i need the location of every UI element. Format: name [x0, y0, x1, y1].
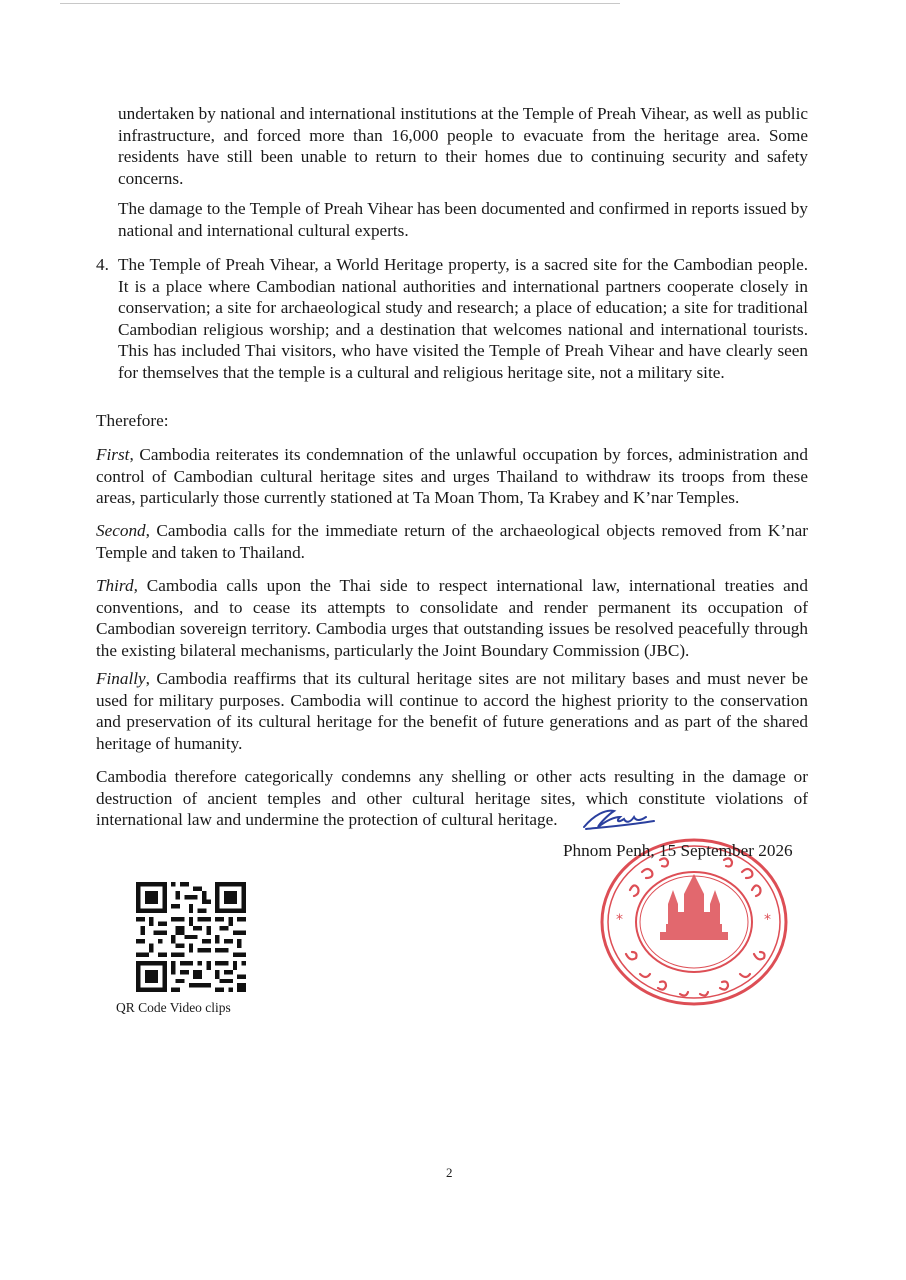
top-edge-line: [60, 3, 620, 4]
qr-caption: QR Code Video clips: [116, 1000, 231, 1015]
third-paragraph: [96, 575, 808, 661]
svg-text:*: *: [764, 912, 771, 928]
svg-text:*: *: [616, 912, 623, 928]
first-lead: First: [96, 445, 130, 464]
third-lead: Third,: [96, 576, 138, 595]
therefore-heading: Therefore:: [96, 411, 169, 430]
signature: [580, 805, 660, 833]
page-number: 2: [446, 1165, 453, 1180]
qr-code[interactable]: [136, 882, 246, 992]
item-4-number: 4.: [96, 255, 109, 274]
item-4-paragraph: The Temple of Preah Vihear, a World Heritage property, is a sacred site for the Cambodian people. It is a place where Cambodian national authorities and international partners cooperate closely in conservation; a site for archaeological study and research; a place of education; a site for traditional Cambodian religious worship; and a destination that welcomes national and international tourists. This has included Thai visitors, who have visited the Temple of Preah Vihear and have clearly seen for themselves that the temple is a cultural and religious heritage site, not a military site.: [118, 255, 808, 382]
conclusion-paragraph: Cambodia therefore categorically condemns any shelling or other acts resulting in the damage or destruction of ancient temples and other cultural heritage sites, which constitute violations of international law and undermine the protection of cultural heritage.: [96, 767, 808, 829]
damage-paragraph: The damage to the Temple of Preah Vihear has been documented and confirmed in reports issued by national and international cultural experts.: [118, 199, 808, 240]
finally-lead: Finally: [96, 669, 146, 688]
first-text: , Cambodia reiterates its condemnation of the unlawful occupation by forces, administration and control of Cambodian cultural heritage sites and urges Thailand to withdraw its troops from these areas, particularly those currently stationed at Ta Moan Thom, Ta Krabey and K’nar Temples.: [96, 445, 808, 507]
finally-text: , Cambodia reaffirms that its cultural heritage sites are not military bases and must never be used for military purposes. Cambodia will continue to accord the highest priority to the conservation and preservation of its cultural heritage for the benefit of future generations and as part of the shared heritage of humanity.: [96, 669, 808, 753]
finally-paragraph: [96, 668, 808, 754]
second-text: , Cambodia calls for the immediate return of the archaeological objects removed from K’nar Temple and taken to Thailand.: [96, 521, 808, 562]
place-and-date: Phnom Penh, 15 September 2026: [563, 841, 793, 860]
second-paragraph: [96, 520, 808, 563]
second-lead: Second: [96, 521, 146, 540]
intro-paragraph: undertaken by national and international institutions at the Temple of Preah Vihear, as well as public infrastructure, and forced more than 16,000 people to evacuate from the heritage area. Some residents have still been unable to return to their homes due to continuing security and safety concerns.: [118, 104, 808, 188]
third-text: Cambodia calls upon the Thai side to respect international law, international treaties and conventions, and to cease its attempts to consolidate and render permanent its occupation of Cambodian sovereign territory. Cambodia urges that outstanding issues be resolved peacefully through the existing bilateral mechanisms, particularly the Joint Boundary Commission (JBC).: [96, 576, 808, 660]
first-paragraph: [96, 444, 808, 509]
